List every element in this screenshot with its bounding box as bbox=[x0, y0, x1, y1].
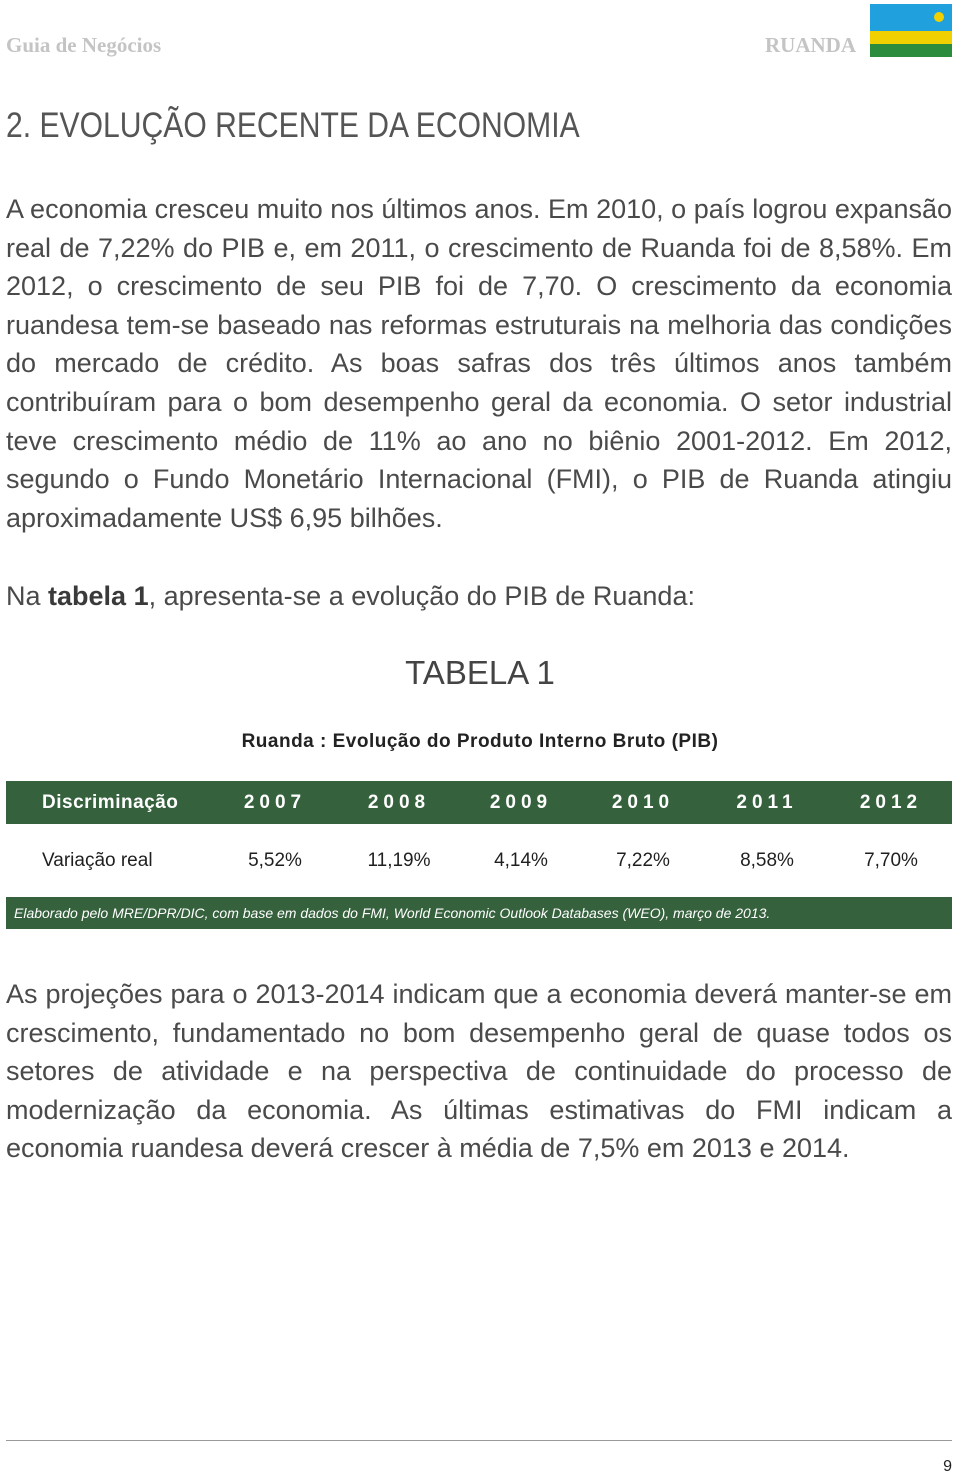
table-cell: 7,70% bbox=[864, 850, 918, 871]
section-title: 2. EVOLUÇÃO RECENTE DA ECONOMIA bbox=[6, 106, 580, 145]
paragraph-text-after: , apresenta-se a evolução do PIB de Ruanda: bbox=[148, 581, 695, 611]
document-header-title: Guia de Negócios bbox=[6, 33, 162, 57]
table-header-row bbox=[6, 781, 952, 824]
table-cell: 4,14% bbox=[494, 850, 548, 871]
table-reference-link: tabela 1 bbox=[48, 581, 149, 611]
table-header-cell: 2008 bbox=[367, 791, 431, 813]
table-cell: 11,19% bbox=[367, 850, 431, 871]
table-header-cell: Discriminação bbox=[42, 791, 179, 813]
table-header-cell: 2012 bbox=[859, 791, 923, 813]
country-header-label: RUANDA bbox=[765, 33, 856, 57]
table-header-cell: 2011 bbox=[736, 791, 798, 813]
footer-divider bbox=[6, 1440, 952, 1441]
table-reference-paragraph bbox=[6, 577, 952, 616]
table-title: TABELA 1 bbox=[405, 654, 555, 691]
table-subtitle: Ruanda : Evolução do Produto Interno Bruto (PIB) bbox=[241, 731, 719, 752]
paragraph-text-before: Na bbox=[6, 581, 49, 611]
page-number: 9 bbox=[943, 1458, 952, 1475]
table-cell: 5,52% bbox=[248, 850, 302, 871]
table-row bbox=[6, 840, 952, 882]
rwanda-flag-icon bbox=[870, 4, 952, 57]
table-cell: 8,58% bbox=[740, 850, 794, 871]
intro-paragraph: A economia cresceu muito nos últimos anos. Em 2010, o país logrou expansão real de 7,22% do PIB e, em 2011, o crescimento de Ruanda foi de 8,58%. Em 2012, o crescimento de seu PIB foi de 7,70. O crescimento da economia ruandesa tem-se baseado nas reformas estruturais na melhoria das condições do mercado de crédito. As boas safras dos três últimos anos também contribuíram para o bom desempenho geral da economia. O setor industrial teve crescimento médio de 11% ao ano no biênio 2001-2012. Em 2012, segundo o Fundo Monetário Internacional (FMI), o PIB de Ruanda atingiu aproximadamente US$ 6,95 bilhões. bbox=[6, 194, 952, 533]
table-cell: Variação real bbox=[42, 850, 153, 871]
table-source-note: Elaborado pelo MRE/DPR/DIC, com base em dados do FMI, World Economic Outlook Databases (WEO), março de 2013. bbox=[6, 897, 952, 929]
table-header-cell: 2009 bbox=[489, 791, 553, 813]
table-cell: 7,22% bbox=[616, 850, 670, 871]
table-header-cell: 2010 bbox=[611, 791, 675, 813]
table-header-cell: 2007 bbox=[243, 791, 307, 813]
projections-paragraph: As projeções para o 2013-2014 indicam que a economia deverá manter-se em crescimento, fundamentado no bom desempenho geral de quase todos os setores de atividade e na perspectiva de continuidade do processo de modernização da economia. As últimas estimativas do FMI indicam a economia ruandesa deverá crescer à média de 7,5% em 2013 e 2014. bbox=[6, 979, 952, 1164]
